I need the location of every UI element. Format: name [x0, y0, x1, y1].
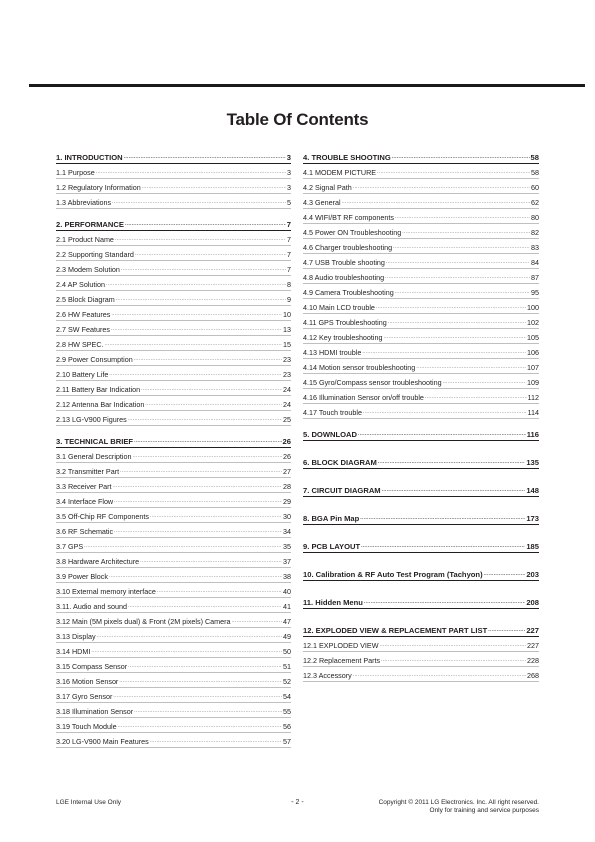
dot-leader [84, 542, 282, 551]
dot-leader [114, 497, 282, 506]
toc-entry-page: 25 [283, 415, 291, 424]
toc-entry-page: 116 [526, 430, 539, 439]
toc-entry-page: 227 [527, 641, 539, 650]
toc-entry[interactable] [56, 733, 291, 748]
toc-entry-page: 208 [526, 598, 539, 607]
toc-section [56, 434, 291, 748]
toc-section-heading[interactable] [303, 539, 539, 553]
toc-entry[interactable] [303, 194, 539, 209]
dot-leader [150, 512, 282, 521]
dot-leader [124, 153, 286, 162]
dot-leader [393, 243, 530, 252]
toc-entry-label: 3.2 Transmitter Part [56, 467, 120, 476]
toc-entry-label: 3.11. Audio and sound [56, 602, 128, 611]
toc-entry-label: 2.1 Product Name [56, 235, 114, 244]
toc-entry-page: 7 [287, 235, 291, 244]
footer-internal-use: LGE Internal Use Only [56, 799, 122, 806]
toc-entry-label: 1. INTRODUCTION [56, 153, 123, 162]
toc-right-column [303, 150, 539, 690]
toc-entry-page: 47 [283, 617, 291, 626]
toc-entry-page: 49 [283, 632, 291, 641]
toc-entry[interactable] [56, 718, 291, 733]
toc-entry-label: 4.15 Gyro/Compass sensor troubleshooting [303, 378, 442, 387]
toc-section-heading[interactable] [303, 455, 539, 469]
toc-entry-label: 12.2 Replacement Parts [303, 656, 381, 665]
dot-leader [353, 671, 526, 680]
toc-entry-label: 2.7 SW Features [56, 325, 110, 334]
dot-leader [145, 400, 282, 409]
toc-entry[interactable] [56, 366, 291, 381]
toc-entry-label: 3.7 GPS [56, 542, 84, 551]
toc-entry-page: 87 [531, 273, 539, 282]
toc-entry-label: 3.5 Off-Chip RF Components [56, 512, 149, 521]
toc-entry-label: 3.8 Hardware Architecture [56, 557, 140, 566]
toc-entry-page: 5 [287, 198, 291, 207]
toc-entry-label: 2.10 Battery Life [56, 370, 109, 379]
toc-entry-label: 2.12 Antenna Bar Indication [56, 400, 145, 409]
toc-entry-page: 41 [283, 602, 291, 611]
dot-leader [134, 437, 281, 446]
dot-leader [364, 598, 525, 607]
toc-section-heading[interactable] [303, 595, 539, 609]
toc-entry-page: 7 [287, 250, 291, 259]
toc-entry[interactable] [56, 194, 291, 209]
toc-entry-label: 3.16 Motion Sensor [56, 677, 119, 686]
toc-entry[interactable] [303, 179, 539, 194]
toc-entry[interactable] [56, 568, 291, 583]
toc-entry-page: 15 [283, 340, 291, 349]
dot-leader [118, 722, 282, 731]
toc-entry-label: 4.13 HDMI trouble [303, 348, 362, 357]
toc-entry-label: 2.9 Power Consumption [56, 355, 133, 364]
dot-leader [150, 737, 282, 746]
dot-leader [360, 514, 525, 523]
toc-entry-label: 4.8 Audio troubleshooting [303, 273, 385, 282]
toc-section-heading[interactable] [303, 483, 539, 497]
toc-entry-page: 54 [283, 692, 291, 701]
toc-entry-page: 95 [531, 288, 539, 297]
toc-entry-label: 3.13 Display [56, 632, 96, 641]
toc-entry[interactable] [303, 344, 539, 359]
toc-entry[interactable] [56, 179, 291, 194]
dot-leader [111, 325, 282, 334]
toc-entry[interactable] [56, 688, 291, 703]
toc-entry-page: 114 [527, 408, 539, 417]
dot-leader [388, 318, 526, 327]
toc-entry-page: 26 [282, 437, 291, 446]
toc-section-heading[interactable] [303, 511, 539, 525]
toc-entry-label: 1.3 Abbreviations [56, 198, 112, 207]
dot-leader [376, 303, 526, 312]
toc-entry[interactable] [56, 321, 291, 336]
toc-entry-page: 109 [527, 378, 539, 387]
dot-leader [488, 626, 525, 635]
toc-entry-label: 2.2 Supporting Standard [56, 250, 134, 259]
toc-entry[interactable] [56, 231, 291, 246]
dot-leader [121, 265, 286, 274]
toc-section [303, 511, 539, 525]
toc-entry-page: 30 [283, 512, 291, 521]
toc-entry-label: 3.15 Compass Sensor [56, 662, 128, 671]
toc-entry[interactable] [56, 381, 291, 396]
toc-left-column [56, 150, 291, 756]
dot-leader [106, 280, 286, 289]
dot-leader [113, 692, 282, 701]
dot-leader [135, 250, 286, 259]
toc-entry-label: 2.13 LG-V900 Figures [56, 415, 127, 424]
dot-leader [115, 235, 286, 244]
toc-entry-page: 185 [526, 542, 539, 551]
toc-entry-page: 24 [283, 400, 291, 409]
dot-leader [134, 707, 282, 716]
toc-entry-page: 58 [531, 168, 539, 177]
dot-leader [140, 557, 282, 566]
toc-entry[interactable] [303, 667, 539, 682]
dot-leader [377, 168, 530, 177]
dot-leader [105, 340, 282, 349]
toc-entry-label: 2.3 Modem Solution [56, 265, 120, 274]
toc-section [303, 595, 539, 609]
toc-entry-page: 24 [283, 385, 291, 394]
toc-entry-label: 2.4 AP Solution [56, 280, 106, 289]
toc-entry[interactable] [56, 508, 291, 523]
dot-leader [128, 602, 282, 611]
dot-leader [362, 348, 526, 357]
toc-entry-page: 38 [283, 572, 291, 581]
toc-entry-page: 148 [526, 486, 539, 495]
toc-entry[interactable] [56, 613, 291, 628]
toc-section [303, 623, 539, 682]
dot-leader [113, 482, 282, 491]
dot-leader [395, 288, 530, 297]
toc-section [303, 483, 539, 497]
toc-entry[interactable] [56, 673, 291, 688]
toc-entry-label: 4.7 USB Trouble shooting [303, 258, 385, 267]
toc-entry-page: 228 [527, 656, 539, 665]
toc-entry-label: 3.17 Gyro Sensor [56, 692, 113, 701]
toc-section [303, 150, 539, 419]
toc-entry-page: 26 [283, 452, 291, 461]
toc-entry-label: 4.4 WIFI/BT RF components [303, 213, 394, 222]
dot-leader [96, 168, 286, 177]
page-title: Table Of Contents [226, 110, 369, 129]
toc-entry[interactable] [56, 291, 291, 306]
toc-entry-page: 82 [531, 228, 539, 237]
toc-entry-page: 13 [283, 325, 291, 334]
toc-entry[interactable] [56, 336, 291, 351]
dot-leader [109, 370, 282, 379]
toc-entry-page: 37 [283, 557, 291, 566]
toc-entry[interactable] [303, 404, 539, 419]
toc-entry-page: 51 [283, 662, 291, 671]
toc-entry-page: 83 [531, 243, 539, 252]
toc-entry-page: 3 [286, 153, 291, 162]
toc-entry-label: 3.14 HDMI [56, 647, 91, 656]
toc-entry-page: 3 [287, 183, 291, 192]
toc-entry-label: 4.14 Motion sensor troubleshooting [303, 363, 416, 372]
toc-entry-label: 3.3 Receiver Part [56, 482, 112, 491]
toc-entry-label: 3.12 Main (5M pixels dual) & Front (2M pixels) Camera [56, 617, 231, 626]
toc-entry-page: 9 [287, 295, 291, 304]
toc-entry-label: 2.11 Battery Bar Indication [56, 385, 141, 394]
toc-entry-page: 58 [530, 153, 539, 162]
dot-leader [416, 363, 526, 372]
toc-entry[interactable] [56, 306, 291, 321]
toc-entry[interactable] [56, 261, 291, 276]
toc-entry-label: 3.20 LG-V900 Main Features [56, 737, 149, 746]
dot-leader [484, 570, 526, 579]
dot-leader [128, 662, 282, 671]
toc-entry-label: 12.1 EXPLODED VIEW [303, 641, 379, 650]
toc-entry[interactable] [56, 628, 291, 643]
toc-entry[interactable] [56, 703, 291, 718]
toc-entry-label: 11. Hidden Menu [303, 598, 363, 607]
toc-entry-page: 52 [283, 677, 291, 686]
toc-entry-page: 10 [283, 310, 291, 319]
footer-page-number: - 2 - [291, 799, 304, 806]
dot-leader [142, 183, 286, 192]
toc-entry-page: 27 [283, 467, 291, 476]
dot-leader [119, 677, 282, 686]
toc-entry-label: 7. CIRCUIT DIAGRAM [303, 486, 381, 495]
toc-entry-page: 60 [531, 183, 539, 192]
toc-entry[interactable] [303, 637, 539, 652]
toc-entry[interactable] [56, 493, 291, 508]
toc-entry[interactable] [303, 254, 539, 269]
dot-leader [363, 408, 527, 417]
toc-entry[interactable] [56, 598, 291, 613]
toc-entry[interactable] [303, 329, 539, 344]
toc-entry-label: 4.3 General [303, 198, 341, 207]
toc-entry-label: 4.5 Power ON Troubleshooting [303, 228, 402, 237]
toc-entry-label: 3. TECHNICAL BRIEF [56, 437, 134, 446]
toc-entry-label: 9. PCB LAYOUT [303, 542, 361, 551]
dot-leader [97, 632, 282, 641]
toc-entry-label: 6. BLOCK DIAGRAM [303, 458, 377, 467]
dot-leader [134, 355, 282, 364]
toc-entry-label: 4.11 GPS Troubleshooting [303, 318, 387, 327]
toc-entry-page: 7 [286, 220, 291, 229]
toc-entry-page: 107 [527, 363, 539, 372]
toc-entry[interactable] [56, 351, 291, 366]
dot-leader [358, 430, 526, 439]
dot-leader [112, 198, 286, 207]
toc-entry-page: 227 [526, 626, 539, 635]
toc-entry-label: 2.5 Block Diagram [56, 295, 115, 304]
dot-leader [380, 641, 527, 650]
toc-entry[interactable] [56, 523, 291, 538]
dot-leader [342, 198, 530, 207]
toc-entry[interactable] [56, 164, 291, 179]
toc-section [303, 455, 539, 469]
toc-entry-page: 62 [531, 198, 539, 207]
toc-entry-label: 3.1 General Description [56, 452, 132, 461]
toc-entry-label: 4.6 Charger troubleshooting [303, 243, 393, 252]
toc-entry[interactable] [303, 239, 539, 254]
toc-entry[interactable] [303, 224, 539, 239]
toc-section-heading[interactable] [56, 150, 291, 164]
dot-leader [392, 153, 530, 162]
toc-entry-page: 112 [527, 393, 539, 402]
toc-entry-label: 2.8 HW SPEC. [56, 340, 104, 349]
dot-leader [120, 467, 282, 476]
toc-entry-page: 268 [527, 671, 539, 680]
dot-leader [91, 647, 282, 656]
toc-entry-page: 50 [283, 647, 291, 656]
toc-entry-label: 4.12 Key troubleshooting [303, 333, 383, 342]
toc-entry-label: 4.9 Camera Troubleshooting [303, 288, 394, 297]
toc-entry[interactable] [56, 411, 291, 426]
dot-leader [386, 258, 530, 267]
dot-leader [384, 333, 526, 342]
toc-section-heading[interactable] [56, 434, 291, 448]
toc-section-heading[interactable] [56, 217, 291, 231]
toc-section-heading[interactable] [303, 623, 539, 637]
dot-leader [395, 213, 530, 222]
dot-leader [425, 393, 527, 402]
toc-entry[interactable] [56, 448, 291, 463]
dot-leader [157, 587, 282, 596]
toc-entry-page: 23 [283, 370, 291, 379]
toc-entry[interactable] [56, 643, 291, 658]
toc-entry-page: 100 [527, 303, 539, 312]
dot-leader [125, 220, 286, 229]
toc-entry-page: 135 [526, 458, 539, 467]
toc-entry-page: 29 [283, 497, 291, 506]
toc-entry[interactable] [56, 396, 291, 411]
toc-entry-label: 3.4 Interface Flow [56, 497, 114, 506]
dot-leader [382, 486, 526, 495]
toc-entry-page: 8 [287, 280, 291, 289]
toc-entry-label: 2. PERFORMANCE [56, 220, 124, 229]
toc-entry-label: 4.16 Illumination Sensor on/off trouble [303, 393, 424, 402]
toc-entry-page: 57 [283, 737, 291, 746]
dot-leader [381, 656, 526, 665]
dot-leader [385, 273, 530, 282]
dot-leader [402, 228, 530, 237]
toc-entry-label: 3.19 Touch Module [56, 722, 117, 731]
toc-entry-label: 4.10 Main LCD trouble [303, 303, 375, 312]
toc-entry[interactable] [56, 478, 291, 493]
toc-entry[interactable] [303, 389, 539, 404]
toc-entry[interactable] [303, 299, 539, 314]
toc-entry-label: 12.3 Accessory [303, 671, 352, 680]
toc-entry-page: 3 [287, 168, 291, 177]
toc-entry-label: 3.6 RF Schematic [56, 527, 114, 536]
dot-leader [111, 310, 282, 319]
dot-leader [141, 385, 282, 394]
toc-entry-page: 102 [527, 318, 539, 327]
toc-section [303, 567, 539, 581]
toc-entry-page: 203 [526, 570, 539, 579]
toc-entry[interactable] [56, 276, 291, 291]
toc-entry[interactable] [303, 314, 539, 329]
footer-copyright-line: Copyright © 2011 LG Electronics. Inc. All right reserved. [378, 799, 539, 806]
toc-entry[interactable] [303, 269, 539, 284]
toc-entry-page: 80 [531, 213, 539, 222]
toc-section-heading[interactable] [303, 427, 539, 441]
dot-leader [109, 572, 282, 581]
toc-entry[interactable] [303, 374, 539, 389]
toc-section [303, 427, 539, 441]
toc-entry-label: 4.17 Touch trouble [303, 408, 363, 417]
footer-purpose-line: Only for training and service purposes [429, 807, 539, 814]
toc-section-heading[interactable] [303, 567, 539, 581]
toc-entry[interactable] [56, 658, 291, 673]
toc-entry-label: 2.6 HW Features [56, 310, 111, 319]
toc-entry-label: 3.18 Illumination Sensor [56, 707, 134, 716]
dot-leader [378, 458, 526, 467]
toc-entry-page: 28 [283, 482, 291, 491]
toc-entry-page: 105 [527, 333, 539, 342]
toc-entry-page: 106 [527, 348, 539, 357]
dot-leader [353, 183, 530, 192]
top-rule [29, 84, 585, 87]
toc-entry[interactable] [56, 463, 291, 478]
toc-entry-label: 12. EXPLODED VIEW & REPLACEMENT PART LIST [303, 626, 488, 635]
toc-entry-page: 35 [283, 542, 291, 551]
footer-copyright [379, 799, 539, 815]
toc-section-heading[interactable] [303, 150, 539, 164]
toc-entry-label: 4. TROUBLE SHOOTING [303, 153, 391, 162]
toc-entry-page: 7 [287, 265, 291, 274]
toc-entry-page: 173 [526, 514, 539, 523]
toc-entry-label: 3.9 Power Block [56, 572, 108, 581]
toc-section [56, 150, 291, 209]
toc-entry-label: 8. BGA Pin Map [303, 514, 360, 523]
toc-entry-page: 84 [531, 258, 539, 267]
toc-entry-label: 4.2 Signal Path [303, 183, 352, 192]
toc-entry[interactable] [303, 209, 539, 224]
toc-section [56, 217, 291, 426]
toc-entry-page: 55 [283, 707, 291, 716]
dot-leader [114, 527, 282, 536]
toc-entry-label: 1.1 Purpose [56, 168, 95, 177]
toc-entry[interactable] [56, 538, 291, 553]
dot-leader [232, 617, 282, 626]
dot-leader [128, 415, 282, 424]
toc-entry-label: 10. Calibration & RF Auto Test Program (Tachyon) [303, 570, 483, 579]
toc-entry[interactable] [303, 164, 539, 179]
toc-entry-page: 23 [283, 355, 291, 364]
toc-entry-label: 5. DOWNLOAD [303, 430, 357, 439]
toc-entry[interactable] [303, 284, 539, 299]
dot-leader [443, 378, 526, 387]
toc-entry[interactable] [303, 652, 539, 667]
toc-entry[interactable] [56, 553, 291, 568]
toc-entry-page: 34 [283, 527, 291, 536]
toc-entry-page: 40 [283, 587, 291, 596]
toc-entry[interactable] [56, 583, 291, 598]
toc-entry-label: 4.1 MODEM PICTURE [303, 168, 377, 177]
dot-leader [116, 295, 286, 304]
toc-entry-label: 1.2 Regulatory Information [56, 183, 141, 192]
toc-entry-page: 56 [283, 722, 291, 731]
toc-section [303, 539, 539, 553]
dot-leader [133, 452, 282, 461]
toc-entry-label: 3.10 External memory interface [56, 587, 156, 596]
toc-entry[interactable] [303, 359, 539, 374]
toc-entry[interactable] [56, 246, 291, 261]
dot-leader [361, 542, 525, 551]
